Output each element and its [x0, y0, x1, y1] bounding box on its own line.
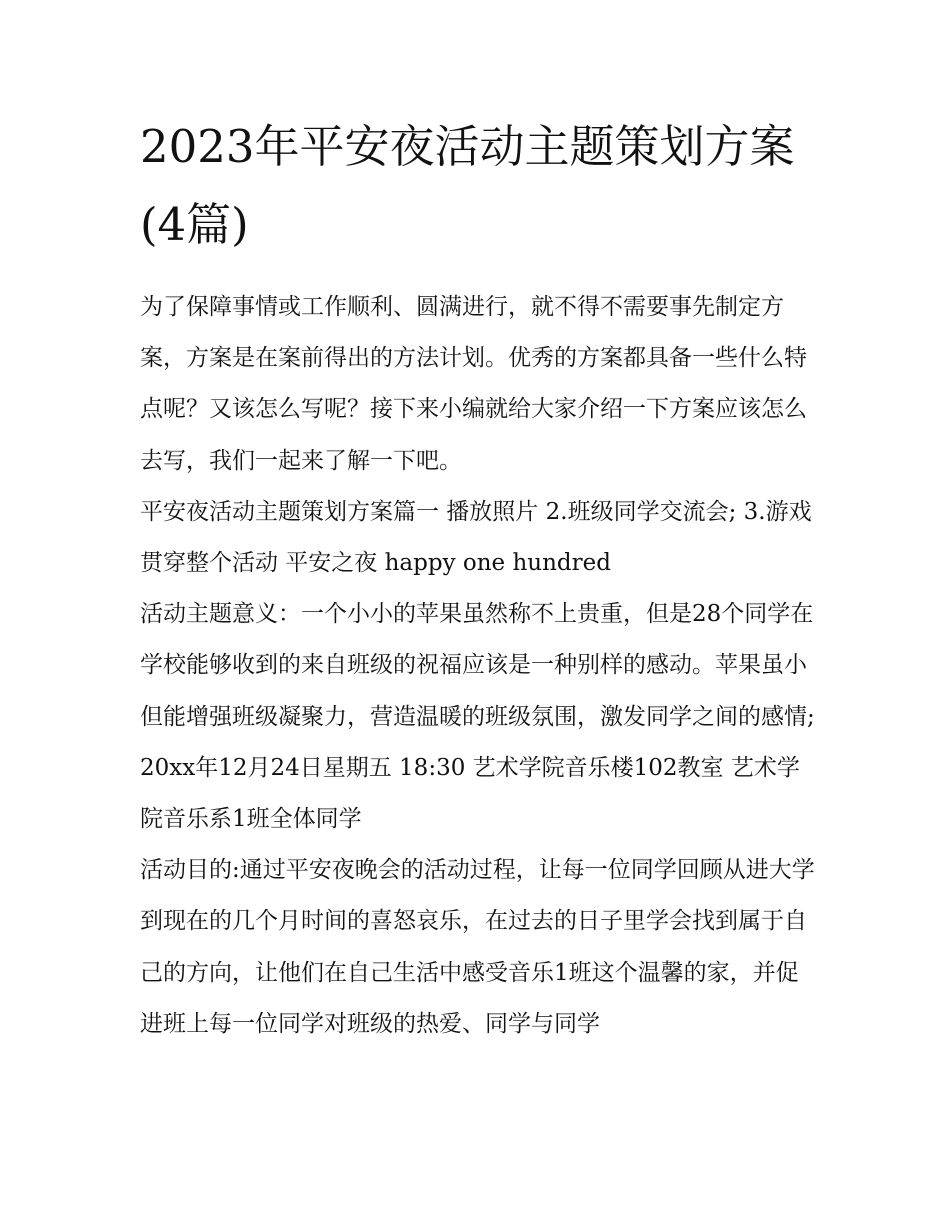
document-page: [140, 108, 816, 1050]
paragraph-plan-one: 平安夜活动主题策划方案篇一 播放照片 2.班级同学交流会; 3.游戏贯穿整个活动 平安之夜 happy one hundred: [140, 498, 812, 577]
document-title: 2023年平安夜活动主题策划方案(4篇): [140, 120, 795, 251]
paragraph-theme-meaning: 活动主题意义：一个小小的苹果虽然称不上贵重，但是28个同学在学校能够收到的来自班级的祝福应该是一种别样的感动。苹果虽小但能增强班级凝聚力，营造温暖的班级氛围，激发同学之间的感情;: [140, 601, 815, 730]
paragraph-intro: 为了保障事情或工作顺利、圆满进行，就不得不需要事先制定方案，方案是在案前得出的方法计划。优秀的方案都具备一些什么特点呢？又该怎么写呢？接下来小编就给大家介绍一下方案应该怎么去写，我们一起来了解一下吧。: [140, 294, 807, 474]
paragraph-purpose: 活动目的:通过平安夜晚会的活动过程，让每一位同学回顾从进大学到现在的几个月时间的喜怒哀乐，在过去的日子里学会找到属于自己的方向，让他们在自己生活中感受音乐1班这个温馨的家，并促进班上每一位同学对班级的热爱、同学与同学: [140, 857, 815, 1037]
paragraph-time-place: 20xx年12月24日星期五 18:30 艺术学院音乐楼102教室 艺术学院音乐系1班全体同学: [140, 754, 800, 833]
